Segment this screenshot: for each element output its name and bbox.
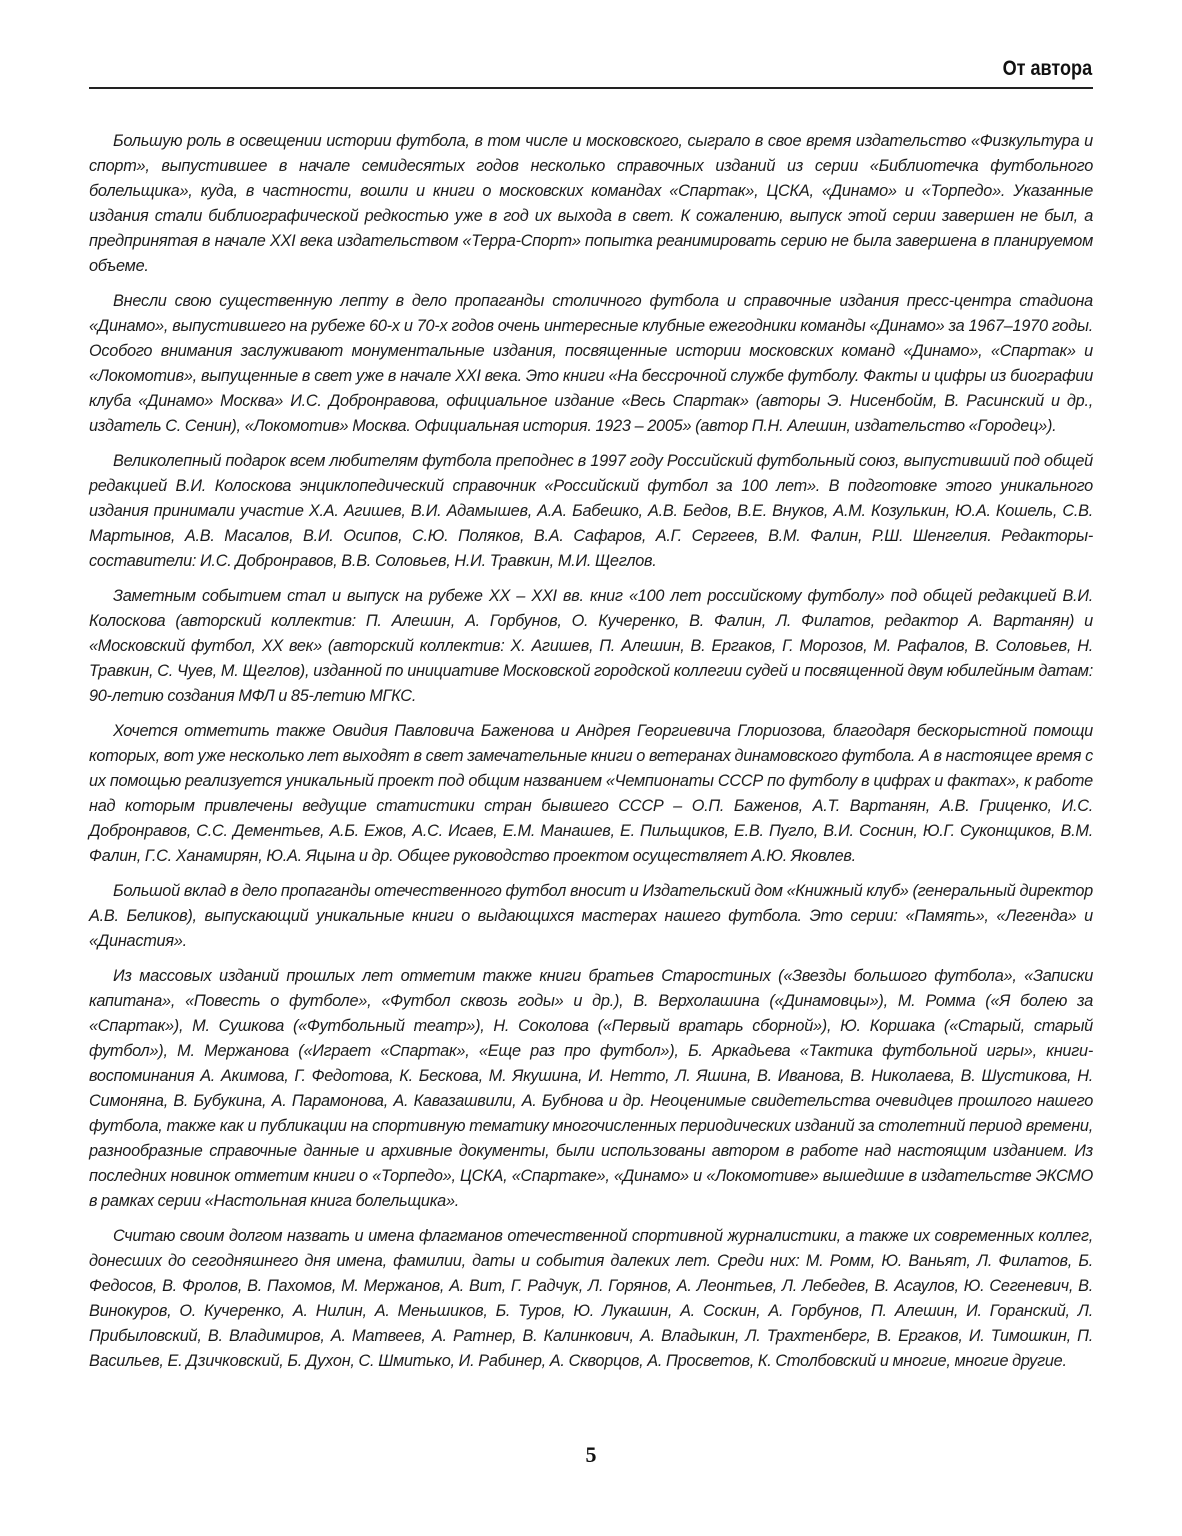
- paragraph: Хочется отметить также Овидия Павловича Баженова и Андрея Георгиевича Глориозова, благодаря бескорыстной помощи которых, вот уже несколько лет выходят в свет замечательные книги о ветеранах динамовского футбола. А в настоящее время с их помощью реализуется уникальный проект под общим названием «Чемпионаты СССР по футболу в цифрах и фактах», к работе над которым привлечены ведущие статистики стран бывшего СССР – О.П. Баженов, А.Т. Вартанян, А.В. Гриценко, И.С. Добронравов, С.С. Дементьев, А.Б. Ежов, А.С. Исаев, Е.М. Манашев, Е. Пильщиков, Е.В. Пугло, В.И. Соснин, Ю.Г. Суконщиков, В.М. Фалин, Г.С. Ханамирян, Ю.А. Яцына и др. Общее руководство проектом осуществляет А.Ю. Яковлев.: [89, 722, 1093, 865]
- paragraph: Большую роль в освещении истории футбола, в том числе и московского, сыграло в свое время издательство «Физкультура и спорт», выпустившее в начале семидесятых годов несколько справочных изданий из серии «Библиотечка футбольного болельщика», куда, в частности, вошли и книги о московских командах «Спартак», ЦСКА, «Динамо» и «Торпедо». Указанные издания стали библиографической редкостью уже в год их выхода в свет. К сожалению, выпуск этой серии завершен не был, а предпринятая в начале XXI века издательством «Терра-Спорт» попытка реанимировать серию не была завершена в планируемом объеме.: [89, 132, 1093, 275]
- paragraph: Из массовых изданий прошлых лет отметим также книги братьев Старостиных («Звезды большого футбола», «Записки капитана», «Повесть о футболе», «Футбол сквозь годы» и др.), В. Верхолашина («Динамовцы»), М. Ромма («Я болею за «Спартак»), М. Сушкова («Футбольный театр»), Н. Соколова («Первый вратарь сборной»), Ю. Коршака («Старый, старый футбол»), М. Мержанова («Играет «Спартак», «Еще раз про футбол»), Б. Аркадьева «Тактика футбольной игры», книги-воспоминания А. Акимова, Г. Федотова, К. Бескова, М. Якушина, И. Нетто, Л. Яшина, В. Иванова, В. Николаева, В. Шустикова, Н. Симоняна, В. Бубукина, А. Парамонова, А. Кавазашвили, А. Бубнова и др. Неоценимые свидетельства очевидцев прошлого нашего футбола, также как и публикации на спортивную тематику многочисленных периодических изданий за столетний период времени, разнообразные справочные данные и архивные документы, были использованы автором в работе над настоящим изданием. Из последних новинок отметим книги о «Торпедо», ЦСКА, «Спартаке», «Динамо» и «Локомотиве» вышедшие в издательстве ЭКСМО в рамках серии «Настольная книга болельщика».: [89, 967, 1093, 1210]
- section-title: От автора: [1002, 57, 1092, 80]
- paragraph: Великолепный подарок всем любителям футбола преподнес в 1997 году Российский футбольный союз, выпустивший под общей редакцией В.И. Колоскова энциклопедический справочник «Российский футбол за 100 лет». В подготовке этого уникального издания принимали участие Х.А. Агишев, В.И. Адамышев, А.А. Бабешко, А.В. Бедов, В.Е. Внуков, А.М. Козулькин, Ю.А. Кошель, С.В. Мартынов, А.В. Масалов, В.И. Осипов, С.Ю. Поляков, В.А. Сафаров, А.Г. Сергеев, В.М. Фалин, Р.Ш. Шенгелия. Редакторы-составители: И.С. Добронравов, В.В. Соловьев, Н.И. Травкин, М.И. Щеглов.: [89, 452, 1093, 570]
- paragraph: Внесли свою существенную лепту в дело пропаганды столичного футбола и справочные издания пресс-центра стадиона «Динамо», выпустившего на рубеже 60-х и 70-х годов очень интересные клубные ежегодники команды «Динамо» за 1967–1970 годы. Особого внимания заслуживают монументальные издания, посвященные истории московских команд «Динамо», «Спартак» и «Локомотив», выпущенные в свет уже в начале XXI века. Это книги «На бессрочной службе футболу. Факты и цифры из биографии клуба «Динамо» Москва» И.С. Добронравова, официальное издание «Весь Спартак» (авторы Э. Нисенбойм, В. Расинский и др., издатель С. Сенин), «Локомотив» Москва. Официальная история. 1923 – 2005» (автор П.Н. Алешин, издательство «Городец»).: [89, 292, 1093, 435]
- paragraph: Заметным событием стал и выпуск на рубеже XX – XXI вв. книг «100 лет российскому футболу» под общей редакцией В.И. Колоскова (авторский коллектив: П. Алешин, А. Горбунов, О. Кучеренко, В. Фалин, Л. Филатов, редактор А. Вартанян) и «Московский футбол, XX век» (авторский коллектив: Х. Агишев, П. Алешин, В. Ергаков, Г. Морозов, М. Рафалов, В. Соловьев, Н. Травкин, С. Чуев, М. Щеглов), изданной по инициативе Московской городской коллегии судей и посвященной двум юбилейным датам: 90-летию создания МФЛ и 85-летию МГКС.: [89, 587, 1093, 705]
- article-body: [89, 129, 1093, 1384]
- paragraph: Считаю своим долгом назвать и имена флагманов отечественной спортивной журналистики, а также их современных коллег, донесших до сегодняшнего дня имена, фамилии, даты и события далеких лет. Среди них: М. Ромм, Ю. Ваньят, Л. Филатов, Б. Федосов, В. Фролов, В. Пахомов, М. Мержанов, А. Вит, Г. Радчук, Л. Горянов, А. Леонтьев, Л. Лебедев, В. Асаулов, Ю. Сегеневич, В. Винокуров, О. Кучеренко, А. Нилин, А. Меньшиков, Б. Туров, Ю. Лукашин, А. Соскин, А. Горбунов, П. Алешин, И. Горанский, Л. Прибыловский, В. Владимиров, А. Матвеев, А. Ратнер, В. Калинкович, А. Владыкин, Л. Трахтенберг, В. Ергаков, И. Тимошкин, П. Васильев, Е. Дзичковский, Б. Духон, С. Шмитько, И. Рабинер, А. Скворцов, А. Просветов, К. Столбовский и многие, многие другие.: [89, 1227, 1093, 1370]
- paragraph: Большой вклад в дело пропаганды отечественного футбол вносит и Издательский дом «Книжный клуб» (генеральный директор А.В. Беликов), выпускающий уникальные книги о выдающихся мастерах нашего футбола. Это серии: «Память», «Легенда» и «Династия».: [89, 882, 1093, 950]
- page-header: [89, 55, 1093, 89]
- page-number: 5: [585, 1442, 597, 1467]
